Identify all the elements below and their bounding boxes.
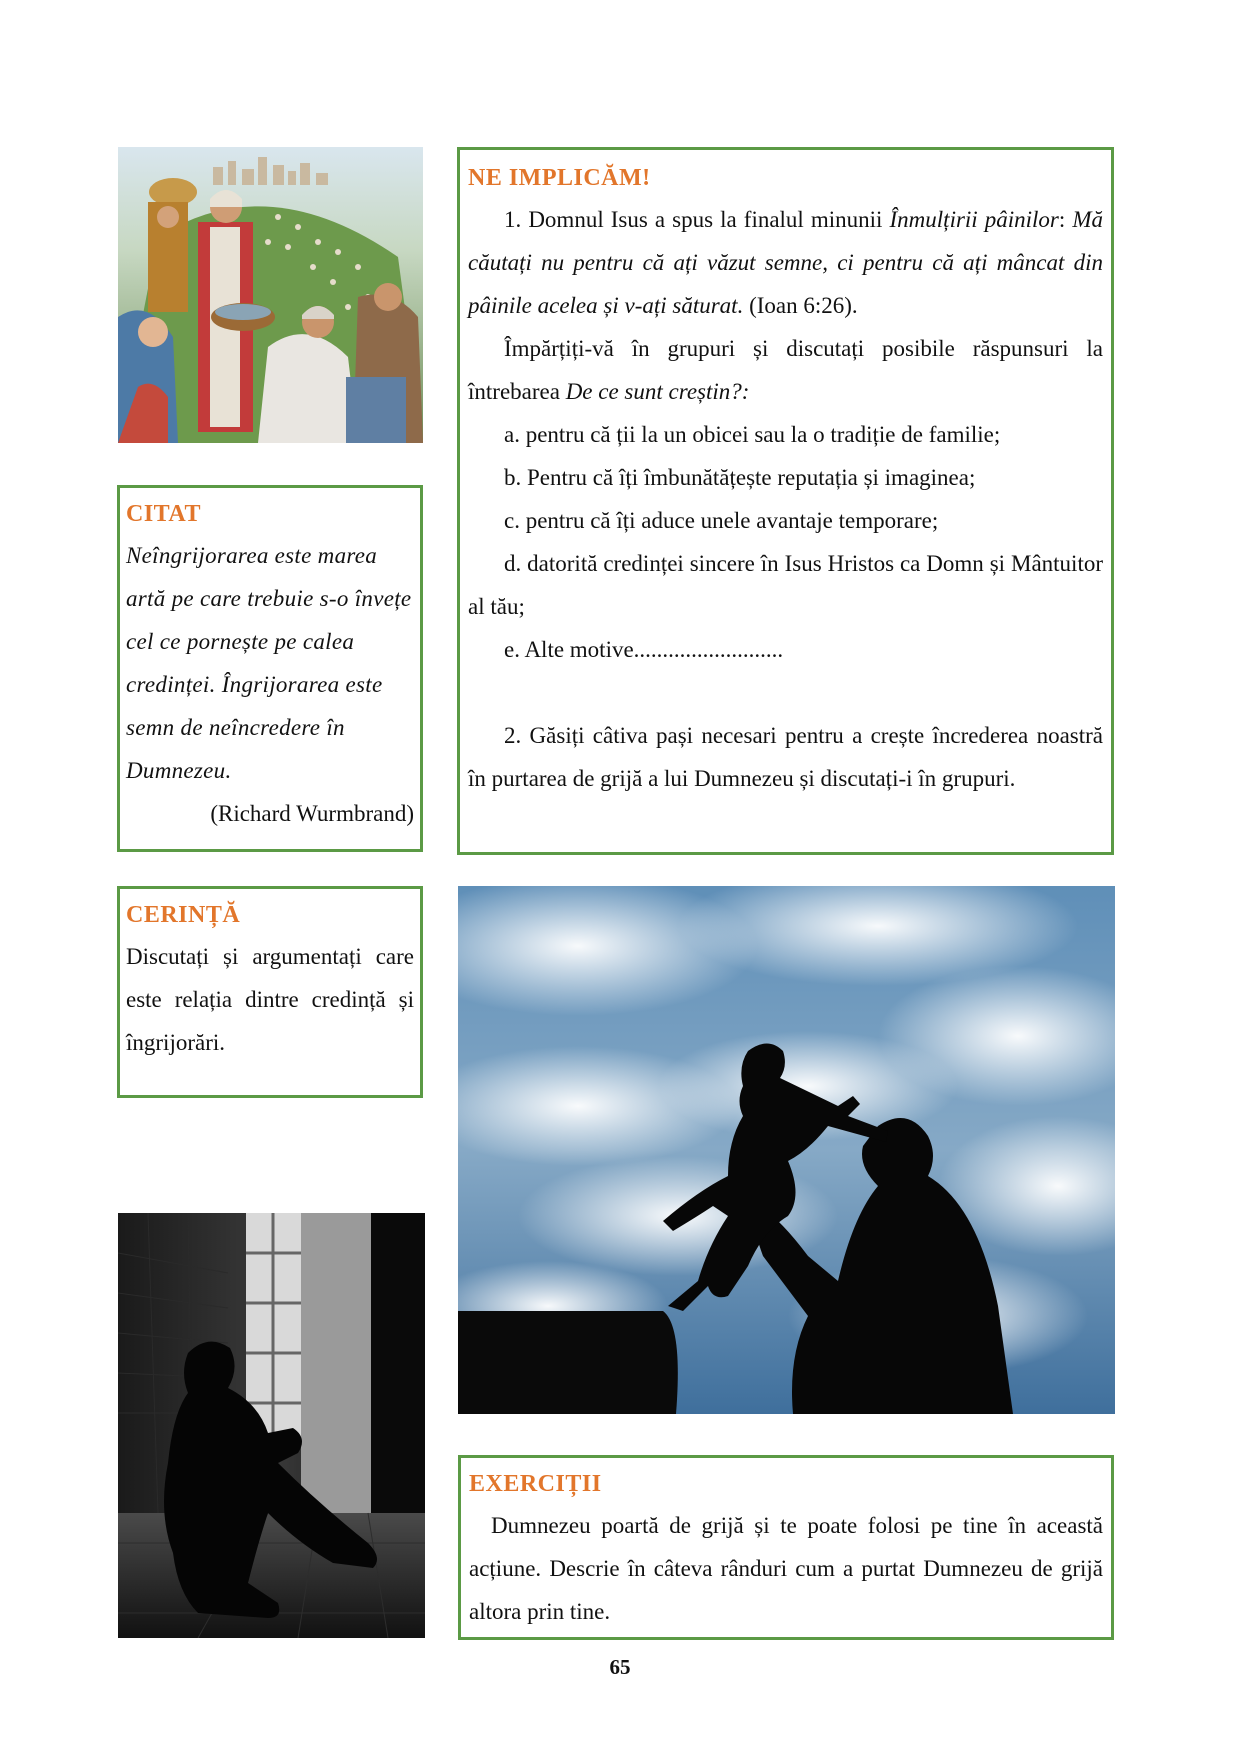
option-a: a. pentru că ții la un obicei sau la o tradiție de familie; (504, 422, 1001, 447)
cerinta-text: Discutați și argumentați care este relația dintre credință și îngrijorări. (126, 944, 414, 1055)
worried-man-photo-svg (118, 1213, 425, 1638)
implicam-paragraph-2 (468, 327, 1103, 413)
cerinta-heading: CERINȚĂ (126, 902, 241, 928)
page-number: 65 (609, 1655, 631, 1679)
p1-prefix: 1. Domnul Isus a spus la finalul minunii (504, 207, 890, 232)
exercitii-text: Dumnezeu poartă de grijă și te poate folosi pe tine în această acțiune. Descrie în câteva rânduri cum a purtat Dumnezeu de grijă altora prin tine. (469, 1513, 1103, 1624)
cerinta-box (117, 886, 423, 1098)
multiplication-illustration-svg (118, 147, 423, 443)
spacer (468, 671, 1103, 714)
citat-heading: CITAT (126, 501, 201, 527)
exercitii-heading: EXERCIȚII (469, 1471, 602, 1497)
multiplication-illustration (118, 147, 423, 443)
option-c: c. pentru că îți aduce unele avantaje temporare; (504, 508, 939, 533)
implicam-paragraph-1 (468, 198, 1103, 327)
option-d: d. datorită credinței sincere în Isus Hristos ca Domn și Mântuitor al tău; (468, 551, 1103, 619)
p1-title: Înmulțirii pâinilor (889, 207, 1059, 232)
p1-ref: (Ioan 6:26). (743, 293, 858, 318)
citat-box (117, 485, 423, 852)
citat-quote: Neîngrijorarea este marea artă pe care trebuie s-o învețe cel ce pornește pe calea credinței. Îngrijorarea este semn de neîncredere în Dumnezeu. (126, 543, 412, 783)
p1-colon: : (1058, 207, 1073, 232)
p1-quote: Mă căutați nu pentru că ați văzut semne, ci pentru că ați mâncat din pâinile acelea și v-ați săturat. (468, 207, 1103, 318)
implicam-box (457, 147, 1114, 855)
implicam-heading: NE IMPLICĂM! (468, 165, 651, 191)
child-father-photo-svg (458, 886, 1115, 1414)
citat-author: (Richard Wurmbrand) (210, 801, 414, 826)
p2-question: De ce sunt creștin?: (565, 379, 750, 404)
p2-prefix: Împărțiți-vă în grupuri și discutați posibile răspunsuri la întrebarea (468, 336, 1103, 404)
option-b: b. Pentru că îți îmbunătățește reputația și imaginea; (504, 465, 976, 490)
implicam-paragraph-3: 2. Găsiți câtiva pași necesari pentru a crește încrederea noastră în purtarea de grijă a lui Dumnezeu și discutați-i în grupuri. (468, 723, 1103, 791)
option-e: e. Alte motive.......................... (504, 637, 784, 662)
exercitii-box (458, 1455, 1114, 1640)
worried-man-photo (118, 1213, 425, 1638)
child-father-photo (458, 886, 1115, 1414)
